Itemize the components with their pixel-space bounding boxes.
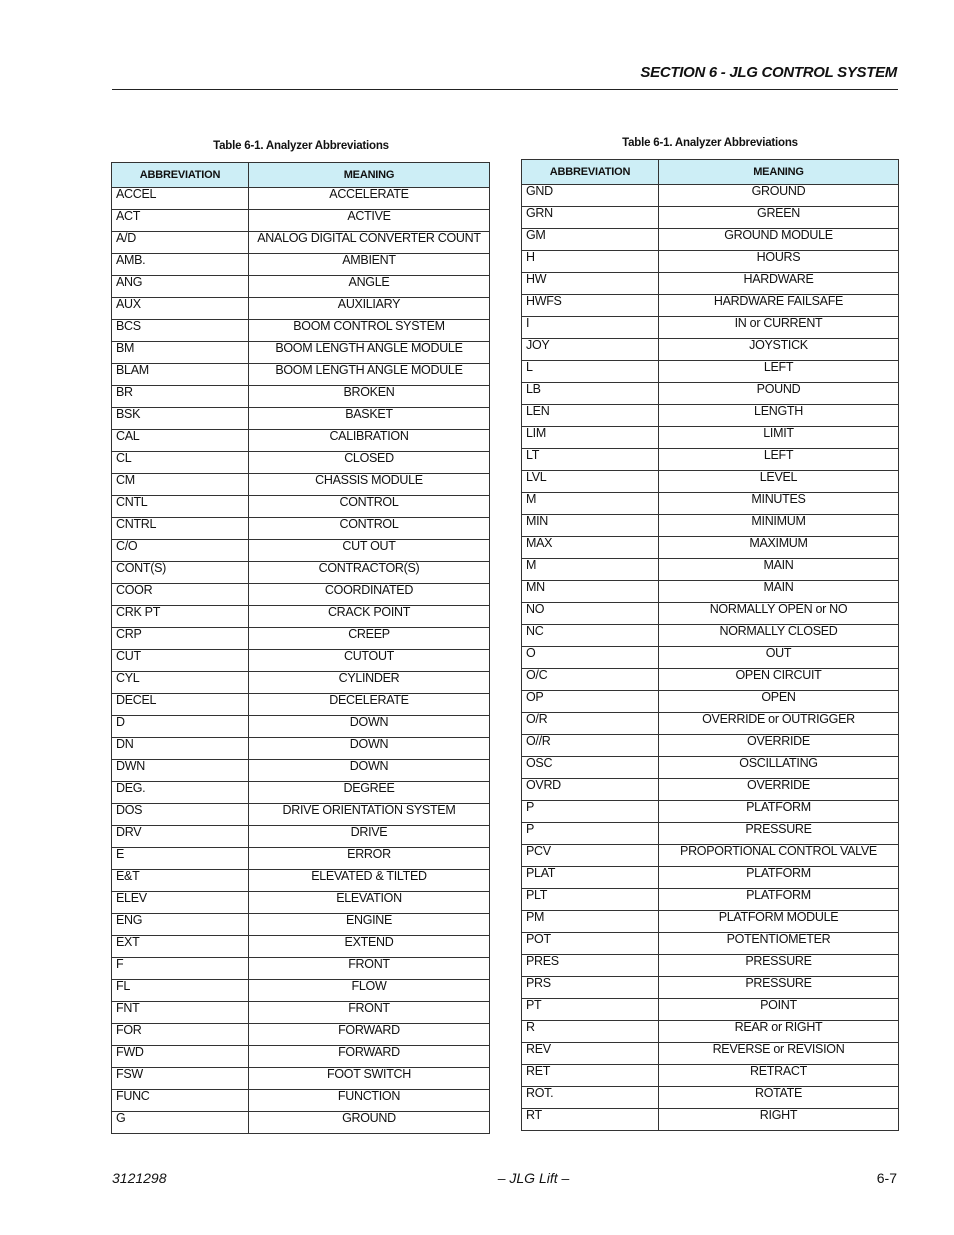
meaning-cell: OUT [659, 647, 899, 669]
meaning-cell: CALIBRATION [249, 430, 490, 452]
abbreviation-cell: D [112, 716, 249, 738]
meaning-cell: OVERRIDE [659, 735, 899, 757]
abbreviation-cell: HWFS [522, 295, 659, 317]
meaning-cell: AUXILIARY [249, 298, 490, 320]
abbreviation-cell: E [112, 848, 249, 870]
meaning-cell: DOWN [249, 716, 490, 738]
meaning-cell: CUTOUT [249, 650, 490, 672]
meaning-cell: POINT [659, 999, 899, 1021]
meaning-cell: REAR or RIGHT [659, 1021, 899, 1043]
abbreviation-cell: BSK [112, 408, 249, 430]
abbreviation-cell: CONT(S) [112, 562, 249, 584]
meaning-cell: GROUND [659, 185, 899, 207]
abbreviation-cell: DWN [112, 760, 249, 782]
meaning-cell: MAXIMUM [659, 537, 899, 559]
abbreviation-cell: CUT [112, 650, 249, 672]
table-row [112, 936, 490, 958]
abbreviation-cell: MAX [522, 537, 659, 559]
table-row [522, 515, 899, 537]
meaning-cell: BROKEN [249, 386, 490, 408]
table-row [112, 496, 490, 518]
meaning-cell: PROPORTIONAL CONTROL VALVE [659, 845, 899, 867]
table-row [522, 977, 899, 999]
table-row [522, 801, 899, 823]
meaning-cell: IN or CURRENT [659, 317, 899, 339]
abbreviation-cell: DOS [112, 804, 249, 826]
abbreviation-cell: ACCEL [112, 188, 249, 210]
table-row [112, 1112, 490, 1134]
abbreviations-table-left [111, 162, 490, 1134]
table-row [522, 713, 899, 735]
meaning-cell: OVERRIDE or OUTRIGGER [659, 713, 899, 735]
table-row [522, 889, 899, 911]
meaning-cell: HOURS [659, 251, 899, 273]
abbreviation-cell: O [522, 647, 659, 669]
abbreviation-cell: A/D [112, 232, 249, 254]
table-row [522, 757, 899, 779]
table-row [112, 826, 490, 848]
table-row [522, 273, 899, 295]
table-row [522, 537, 899, 559]
abbreviation-cell: MIN [522, 515, 659, 537]
meaning-cell: POTENTIOMETER [659, 933, 899, 955]
meaning-cell: CHASSIS MODULE [249, 474, 490, 496]
abbreviation-cell: NO [522, 603, 659, 625]
abbreviation-cell: CNTRL [112, 518, 249, 540]
meaning-cell: DOWN [249, 738, 490, 760]
abbreviation-cell: PLAT [522, 867, 659, 889]
table-row [112, 694, 490, 716]
meaning-cell: GROUND MODULE [659, 229, 899, 251]
table-row [522, 383, 899, 405]
table-row [112, 1068, 490, 1090]
table-row [112, 584, 490, 606]
meaning-cell: ROTATE [659, 1087, 899, 1109]
meaning-cell: PLATFORM [659, 889, 899, 911]
meaning-cell: FRONT [249, 958, 490, 980]
meaning-cell: HARDWARE FAILSAFE [659, 295, 899, 317]
abbreviation-cell: ANG [112, 276, 249, 298]
abbreviation-cell: BCS [112, 320, 249, 342]
abbreviation-cell: LVL [522, 471, 659, 493]
abbreviation-cell: COOR [112, 584, 249, 606]
abbreviation-cell: ACT [112, 210, 249, 232]
abbreviation-cell: MN [522, 581, 659, 603]
abbreviation-cell: LEN [522, 405, 659, 427]
meaning-cell: CONTROL [249, 496, 490, 518]
abbreviation-cell: DECEL [112, 694, 249, 716]
table-row [112, 474, 490, 496]
table-row [112, 364, 490, 386]
meaning-cell: FUNCTION [249, 1090, 490, 1112]
table-row [112, 848, 490, 870]
table-row [112, 782, 490, 804]
abbreviation-cell: PRS [522, 977, 659, 999]
meaning-cell: FOOT SWITCH [249, 1068, 490, 1090]
table-row [112, 628, 490, 650]
table-row [112, 716, 490, 738]
meaning-cell: OVERRIDE [659, 779, 899, 801]
table-row [522, 933, 899, 955]
abbreviation-cell: H [522, 251, 659, 273]
abbreviation-cell: NC [522, 625, 659, 647]
table-row [522, 691, 899, 713]
table-row [112, 562, 490, 584]
abbreviation-cell: CYL [112, 672, 249, 694]
table-header-row [522, 160, 899, 185]
abbreviation-cell: F [112, 958, 249, 980]
meaning-cell: PRESSURE [659, 823, 899, 845]
meaning-cell: LEFT [659, 449, 899, 471]
abbreviation-cell: FL [112, 980, 249, 1002]
abbreviation-cell: P [522, 801, 659, 823]
abbreviation-cell: O/R [522, 713, 659, 735]
table-row [112, 188, 490, 210]
abbreviation-cell: AUX [112, 298, 249, 320]
abbreviation-cell: CNTL [112, 496, 249, 518]
table-row [112, 892, 490, 914]
abbreviation-cell: PCV [522, 845, 659, 867]
table-row [112, 1090, 490, 1112]
table-row [522, 405, 899, 427]
abbreviation-cell: CRK PT [112, 606, 249, 628]
table-row [112, 672, 490, 694]
abbreviation-cell: FSW [112, 1068, 249, 1090]
table-row [522, 1065, 899, 1087]
table-row [112, 210, 490, 232]
meaning-cell: NORMALLY CLOSED [659, 625, 899, 647]
abbreviation-cell: LT [522, 449, 659, 471]
abbreviation-cell: L [522, 361, 659, 383]
abbreviation-cell: P [522, 823, 659, 845]
table-row [522, 185, 899, 207]
meaning-cell: DRIVE ORIENTATION SYSTEM [249, 804, 490, 826]
table-row [522, 1087, 899, 1109]
meaning-cell: FRONT [249, 1002, 490, 1024]
table-row [112, 254, 490, 276]
table-row [522, 823, 899, 845]
meaning-cell: GREEN [659, 207, 899, 229]
meaning-cell: MAIN [659, 581, 899, 603]
table-row [522, 339, 899, 361]
meaning-cell: AMBIENT [249, 254, 490, 276]
abbreviation-cell: PM [522, 911, 659, 933]
meaning-cell: PRESSURE [659, 955, 899, 977]
table-caption-right: Table 6-1. Analyzer Abbreviations [622, 137, 798, 149]
abbreviation-cell: RET [522, 1065, 659, 1087]
meaning-cell: CUT OUT [249, 540, 490, 562]
abbreviations-table-right [521, 159, 899, 1131]
abbreviation-cell: JOY [522, 339, 659, 361]
abbreviation-cell: HW [522, 273, 659, 295]
table-row [522, 669, 899, 691]
meaning-cell: RETRACT [659, 1065, 899, 1087]
table-row [522, 317, 899, 339]
table-row [522, 251, 899, 273]
table-row [522, 779, 899, 801]
table-row [112, 320, 490, 342]
meaning-cell: CONTRACTOR(S) [249, 562, 490, 584]
column-header-abbreviation: ABBREVIATION [112, 163, 249, 188]
abbreviation-cell: BR [112, 386, 249, 408]
meaning-cell: ERROR [249, 848, 490, 870]
abbreviation-cell: GND [522, 185, 659, 207]
abbreviation-cell: G [112, 1112, 249, 1134]
table-row [522, 845, 899, 867]
table-row [522, 427, 899, 449]
abbreviation-cell: CL [112, 452, 249, 474]
meaning-cell: ANALOG DIGITAL CONVERTER COUNT [249, 232, 490, 254]
meaning-cell: LEVEL [659, 471, 899, 493]
abbreviation-cell: GM [522, 229, 659, 251]
meaning-cell: BOOM CONTROL SYSTEM [249, 320, 490, 342]
table-row [522, 867, 899, 889]
abbreviation-cell: POT [522, 933, 659, 955]
abbreviation-cell: LIM [522, 427, 659, 449]
meaning-cell: FORWARD [249, 1024, 490, 1046]
abbreviation-cell: BLAM [112, 364, 249, 386]
table-body-right [522, 185, 899, 1131]
meaning-cell: BOOM LENGTH ANGLE MODULE [249, 342, 490, 364]
meaning-cell: ACCELERATE [249, 188, 490, 210]
table-row [112, 870, 490, 892]
meaning-cell: CONTROL [249, 518, 490, 540]
abbreviation-cell: CAL [112, 430, 249, 452]
meaning-cell: RIGHT [659, 1109, 899, 1131]
table-row [112, 540, 490, 562]
table-row [522, 361, 899, 383]
meaning-cell: DOWN [249, 760, 490, 782]
table-header-row [112, 163, 490, 188]
abbreviation-cell: BM [112, 342, 249, 364]
meaning-cell: REVERSE or REVISION [659, 1043, 899, 1065]
meaning-cell: DEGREE [249, 782, 490, 804]
abbreviation-cell: M [522, 559, 659, 581]
table-row [522, 581, 899, 603]
meaning-cell: MINUTES [659, 493, 899, 515]
table-row [112, 232, 490, 254]
table-row [112, 342, 490, 364]
table-row [522, 603, 899, 625]
meaning-cell: FORWARD [249, 1046, 490, 1068]
table-row [112, 452, 490, 474]
table-row [112, 298, 490, 320]
abbreviation-cell: LB [522, 383, 659, 405]
meaning-cell: DRIVE [249, 826, 490, 848]
meaning-cell: CLOSED [249, 452, 490, 474]
meaning-cell: ELEVATION [249, 892, 490, 914]
abbreviation-cell: O//R [522, 735, 659, 757]
table-row [522, 1021, 899, 1043]
abbreviation-cell: C/O [112, 540, 249, 562]
table-caption-left: Table 6-1. Analyzer Abbreviations [213, 140, 389, 152]
meaning-cell: LEFT [659, 361, 899, 383]
abbreviation-cell: CM [112, 474, 249, 496]
table-row [112, 650, 490, 672]
meaning-cell: PRESSURE [659, 977, 899, 999]
meaning-cell: BOOM LENGTH ANGLE MODULE [249, 364, 490, 386]
table-row [522, 1043, 899, 1065]
meaning-cell: CREEP [249, 628, 490, 650]
table-row [522, 207, 899, 229]
abbreviation-cell: FNT [112, 1002, 249, 1024]
meaning-cell: EXTEND [249, 936, 490, 958]
table-row [112, 914, 490, 936]
meaning-cell: ANGLE [249, 276, 490, 298]
table-row [112, 980, 490, 1002]
table-row [522, 735, 899, 757]
table-row [522, 625, 899, 647]
meaning-cell: LIMIT [659, 427, 899, 449]
table-row [522, 449, 899, 471]
meaning-cell: ACTIVE [249, 210, 490, 232]
footer-brand: – JLG Lift – [497, 1170, 570, 1186]
table-row [112, 738, 490, 760]
meaning-cell: COORDINATED [249, 584, 490, 606]
table-row [522, 493, 899, 515]
abbreviation-cell: E&T [112, 870, 249, 892]
abbreviation-cell: PT [522, 999, 659, 1021]
header-divider [112, 89, 898, 90]
abbreviation-cell: FUNC [112, 1090, 249, 1112]
meaning-cell: BASKET [249, 408, 490, 430]
table-row [112, 958, 490, 980]
meaning-cell: CRACK POINT [249, 606, 490, 628]
meaning-cell: OPEN CIRCUIT [659, 669, 899, 691]
section-title: SECTION 6 - JLG CONTROL SYSTEM [640, 64, 897, 81]
abbreviation-cell: DRV [112, 826, 249, 848]
meaning-cell: GROUND [249, 1112, 490, 1134]
abbreviation-cell: PRES [522, 955, 659, 977]
meaning-cell: OPEN [659, 691, 899, 713]
meaning-cell: NORMALLY OPEN or NO [659, 603, 899, 625]
abbreviation-cell: R [522, 1021, 659, 1043]
table-row [522, 647, 899, 669]
abbreviation-cell: DEG. [112, 782, 249, 804]
table-row [112, 1024, 490, 1046]
abbreviation-cell: REV [522, 1043, 659, 1065]
meaning-cell: LENGTH [659, 405, 899, 427]
column-header-meaning: MEANING [659, 160, 899, 185]
doc-number: 3121298 [112, 1170, 167, 1186]
meaning-cell: POUND [659, 383, 899, 405]
meaning-cell: OSCILLATING [659, 757, 899, 779]
abbreviation-cell: ROT. [522, 1087, 659, 1109]
table-row [112, 518, 490, 540]
meaning-cell: PLATFORM MODULE [659, 911, 899, 933]
table-body-left [112, 188, 490, 1134]
table-row [522, 229, 899, 251]
table-row [522, 911, 899, 933]
meaning-cell: DECELERATE [249, 694, 490, 716]
table-row [112, 408, 490, 430]
table-row [522, 999, 899, 1021]
meaning-cell: MINIMUM [659, 515, 899, 537]
abbreviation-cell: CRP [112, 628, 249, 650]
meaning-cell: JOYSTICK [659, 339, 899, 361]
table-row [112, 606, 490, 628]
abbreviation-cell: ENG [112, 914, 249, 936]
abbreviation-cell: FWD [112, 1046, 249, 1068]
abbreviation-cell: O/C [522, 669, 659, 691]
abbreviation-cell: RT [522, 1109, 659, 1131]
abbreviation-cell: M [522, 493, 659, 515]
abbreviation-cell: ELEV [112, 892, 249, 914]
column-header-meaning: MEANING [249, 163, 490, 188]
meaning-cell: ENGINE [249, 914, 490, 936]
table-row [112, 1002, 490, 1024]
table-row [112, 430, 490, 452]
abbreviation-cell: OP [522, 691, 659, 713]
meaning-cell: PLATFORM [659, 801, 899, 823]
column-header-abbreviation: ABBREVIATION [522, 160, 659, 185]
abbreviation-cell: AMB. [112, 254, 249, 276]
table-row [112, 760, 490, 782]
table-row [112, 276, 490, 298]
table-row [112, 804, 490, 826]
page-number: 6-7 [876, 1170, 897, 1186]
table-row [522, 471, 899, 493]
table-row [522, 559, 899, 581]
meaning-cell: HARDWARE [659, 273, 899, 295]
table-row [522, 955, 899, 977]
table-row [522, 1109, 899, 1131]
abbreviation-cell: DN [112, 738, 249, 760]
abbreviation-cell: PLT [522, 889, 659, 911]
meaning-cell: PLATFORM [659, 867, 899, 889]
abbreviation-cell: EXT [112, 936, 249, 958]
abbreviation-cell: GRN [522, 207, 659, 229]
meaning-cell: CYLINDER [249, 672, 490, 694]
abbreviation-cell: OVRD [522, 779, 659, 801]
meaning-cell: FLOW [249, 980, 490, 1002]
abbreviation-cell: OSC [522, 757, 659, 779]
abbreviation-cell: I [522, 317, 659, 339]
meaning-cell: ELEVATED & TILTED [249, 870, 490, 892]
table-row [112, 1046, 490, 1068]
table-row [112, 386, 490, 408]
abbreviation-cell: FOR [112, 1024, 249, 1046]
table-row [522, 295, 899, 317]
meaning-cell: MAIN [659, 559, 899, 581]
